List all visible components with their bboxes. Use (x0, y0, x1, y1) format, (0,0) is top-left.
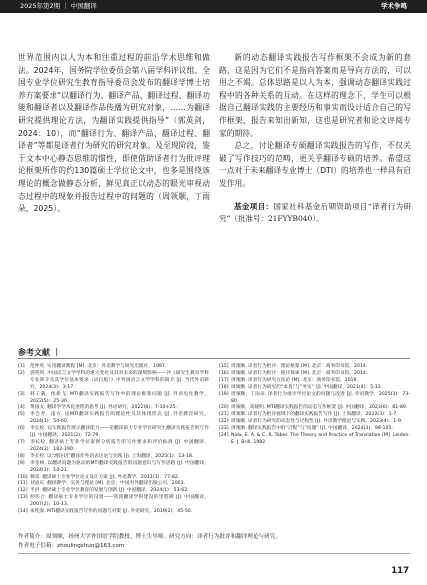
reference-text: 周领顺，丁雨朵. 译者行为批评学位论文的问题与改进 [J]. 外语教学，2025(1)：73-80. (231, 391, 410, 404)
reference-number: [12] (18, 488, 28, 494)
reference-text: 李长栓. 以实践报告展示翻译能力——论翻译硕士专业学位研究生翻译实践报告的写作 [J]. 中国翻译，2021(2)：72-79. (30, 426, 209, 439)
reference-text: 穆雷. 翻译硕士专业学位论文设计方案 [J]. 外语教学，2011(1)：77-82. (30, 474, 180, 480)
references-list-right (219, 364, 410, 447)
reference-text: 周领顺. 译者行为研究的动态性与过程性 [J]. 外语教学理论与实践，2023(4)：1-9. (231, 419, 403, 425)
body-paragraph: 新的动态翻译实践报告写作框架不会成为新的套路，这是因为它们不是指向答案而是导向方法的，可以用之不竭。总体思路是以人为本，强调动态翻译实践过程中的各种关系的互动。在这样的理念下，学生可以根据自己翻译实践的主要经历和事实而设计适合自己的写作框架，报告来知出新知，这也是研究者和论文评阅专家的期待。 (219, 53, 411, 138)
fund-text: 国家社科基金后期资助项目“译者行为研究”（批准号：21FYYB040）。 (219, 201, 411, 223)
reference-number: [3] (18, 391, 25, 397)
reference-item (219, 364, 410, 371)
body-paragraph: 总之，讨论翻译专硕翻译实践报告的写作，不仅关破了写作技巧的范畴，更关乎翻译专硕的培养。希望这一点对于未来翻译专业博士（DTI）的培养也一样具有启发作用。 (219, 141, 411, 188)
reference-number: [13] (18, 495, 28, 501)
reference-text: 李会芳，南方. 论MTI翻译实践报告的理论性及其体现形式 [J]. 外语教育研究，2024(1)：54-60. (30, 412, 209, 425)
body-column-right (219, 52, 411, 225)
reference-number: [6] (18, 426, 25, 432)
author-bio: 作者简介：周领顺，扬州大学外国语学院教授、博士生导师。研究方向：译者行为批评和翻译理论与研究。 (18, 534, 281, 540)
reference-item (18, 440, 209, 454)
body-paragraph: 世界范围内以人为本和注重过程的前沿学术思维和做法。2024年，国务院学位委员会第八届学科评议组、全国专业学位研究生教育指导委员会发布的翻译学博士培养方案要求“以翻译行为、翻译产品、翻译过程、翻译功能和翻译者以及翻译作品传播为研究对象，……为翻译研究提供理论方法，为翻译实践提供指导”（郭英剑，2024：10），而“翻译行为、翻译产品、翻译过程、翻译者”等都是译者行为研究的研究对象。及至现阶段，鉴于文本中心静态思维的惯性，即使借助译者行为批评理论框架所作的约130篇硕士学位论文中，也多是围绕该理论的概念做静态分析，鲜见真正以动态的眼光审视动态过程中的现象并报告过程中的问题的（周领顺，丁雨朵，2025）。 (18, 53, 210, 214)
reference-number: [1] (18, 364, 25, 369)
reference-item (219, 392, 410, 406)
reference-text: 周领顺. 译者行为研究方法论 [M]. 北京：商务印书馆，2019. (231, 377, 359, 383)
reference-text: Nida, E. A. & C. R. Taber. The Theory and Practice of Translation [M]. Leiden: E. J. Brill, 1982. (231, 433, 410, 445)
references-divider (18, 358, 410, 359)
reference-text: 韩子满，侯新飞. MTI翻译实践报告写作中的理论框架问题 [J]. 外语电化教学，2022(5)：25-30. (30, 391, 209, 404)
fund-statement (219, 201, 411, 225)
reference-text: 周领顺. 译者行为研究的“求真”与“务实” [J]. 中国翻译，2021(4)：5-12. (231, 384, 383, 390)
reference-text: 仲伟合. 翻译硕士专业学位的设置——我国翻译学科建设的里程碑 [J]. 中国翻译，2007(2)：10-13. (30, 495, 209, 508)
page-number: 117 (391, 566, 409, 576)
section-name: 学术争鸣 (381, 2, 407, 10)
page-header (0, 0, 427, 13)
fund-label: 基金项目： (234, 201, 274, 211)
references-title: 参考文献 ｜ (18, 348, 61, 357)
reference-number: [9] (18, 460, 25, 466)
reference-text: 李长栓. 翻译硕士专业学位案例分析报告的写作要求和评价标准 [J]. 中国翻译，2024(2)：182-190. (30, 439, 209, 452)
footer-divider (18, 553, 410, 554)
reference-item (18, 412, 209, 426)
reference-number: [7] (18, 439, 25, 445)
reference-number: [24] (219, 433, 229, 439)
reference-number: [10] (18, 474, 28, 480)
reference-text: 周领顺，高晓明. MTI翻译实践报告的动态写作框架 [J]. 中国翻译，2023(6)：81-89. (231, 405, 408, 411)
reference-item (219, 433, 410, 447)
reference-text: 朱纯深. MTI翻译实践报告写作的问题与对策 [J]. 外语研究，2019(2)：45-50. (30, 509, 193, 515)
reference-text: 范仲英. 实用翻译教程 [M]. 北京：外语教学与研究出版社，1997. (30, 364, 167, 369)
reference-number: [16] (219, 370, 229, 376)
reference-text: 郭英剑. 中国语言文学学科的重大变化及其对未来的深刻影响——评《研究生教育学科专业简介及其学位基本要求（试行版）》中外国语言文学学科的简介 [J]. 当代外语研究，2024(3)：3-17. (30, 370, 209, 390)
reference-item (219, 371, 410, 378)
reference-item (18, 371, 209, 392)
reference-number: [11] (18, 481, 28, 487)
reference-number: [18] (219, 384, 229, 390)
reference-text: 周领顺. 译者行为批评视域下的翻译实践报告写作 [J]. 上海翻译，2022(3)：1-7. (231, 412, 398, 418)
reference-number: [8] (18, 453, 25, 459)
reference-number: [21] (219, 412, 229, 418)
reference-item (18, 509, 209, 516)
reference-text: 李长栓. 以“理论切”翻译作外语表达论与实践 [J]. 上海翻译，2025(1)：13-18. (30, 453, 194, 459)
references-list-left (18, 364, 209, 516)
reference-number: [5] (18, 412, 25, 418)
reference-text: 周领顺. 译者行为批评：路径探索 [M]. 北京：商务印书馆，2014. (231, 370, 368, 376)
reference-number: [20] (219, 405, 229, 411)
reference-number: [22] (219, 419, 229, 425)
reference-item (219, 385, 410, 392)
reference-number: [15] (219, 364, 229, 369)
reference-number: [2] (18, 370, 25, 376)
reference-item (18, 454, 209, 461)
reference-text: 周领顺. 翻译实践报告中的“过程”与“问题” [J]. 中国翻译，2024(3)：98-105. (231, 426, 393, 432)
reference-item (18, 495, 209, 509)
reference-text: 刘宓庆. 翻译教学：实务与理论 [M]. 北京：中国对外翻译出版公司，2003. (30, 481, 186, 487)
journal-issue: 2025年第2期 ｜ 中国翻译 (20, 2, 97, 10)
reference-text: 周领顺. 译者行为批评：理论框架 [M]. 北京：商务印书馆，2014. (231, 364, 368, 369)
reference-item (18, 364, 209, 371)
reference-text: 平洪. 翻译硕士专业学位教育的发展与创新 [J]. 中国翻译，2024(1)：53-62. (30, 488, 189, 494)
reference-number: [23] (219, 426, 229, 432)
body-column-left (18, 52, 210, 216)
reference-item (18, 392, 209, 406)
reference-item (18, 426, 209, 440)
reference-number: [19] (219, 391, 229, 397)
reference-text: 李金树. 以翻译问题为驱动的MTI翻译实践报告的问题意识与写作思路 [J]. 中国翻译，2024(2)：14-21. (30, 460, 209, 473)
reference-item (18, 461, 209, 475)
author-email: 作者电子信箱：zhoulingshun@163.com (18, 543, 125, 549)
reference-number: [17] (219, 377, 229, 383)
reference-number: [14] (18, 509, 28, 515)
reference-item (219, 378, 410, 385)
reference-number: [4] (18, 405, 25, 411)
reference-text: 黄国文. 翻译学学术化进程的思考 [J]. 外语研究，2022(6)：7-10+25. (30, 405, 177, 411)
